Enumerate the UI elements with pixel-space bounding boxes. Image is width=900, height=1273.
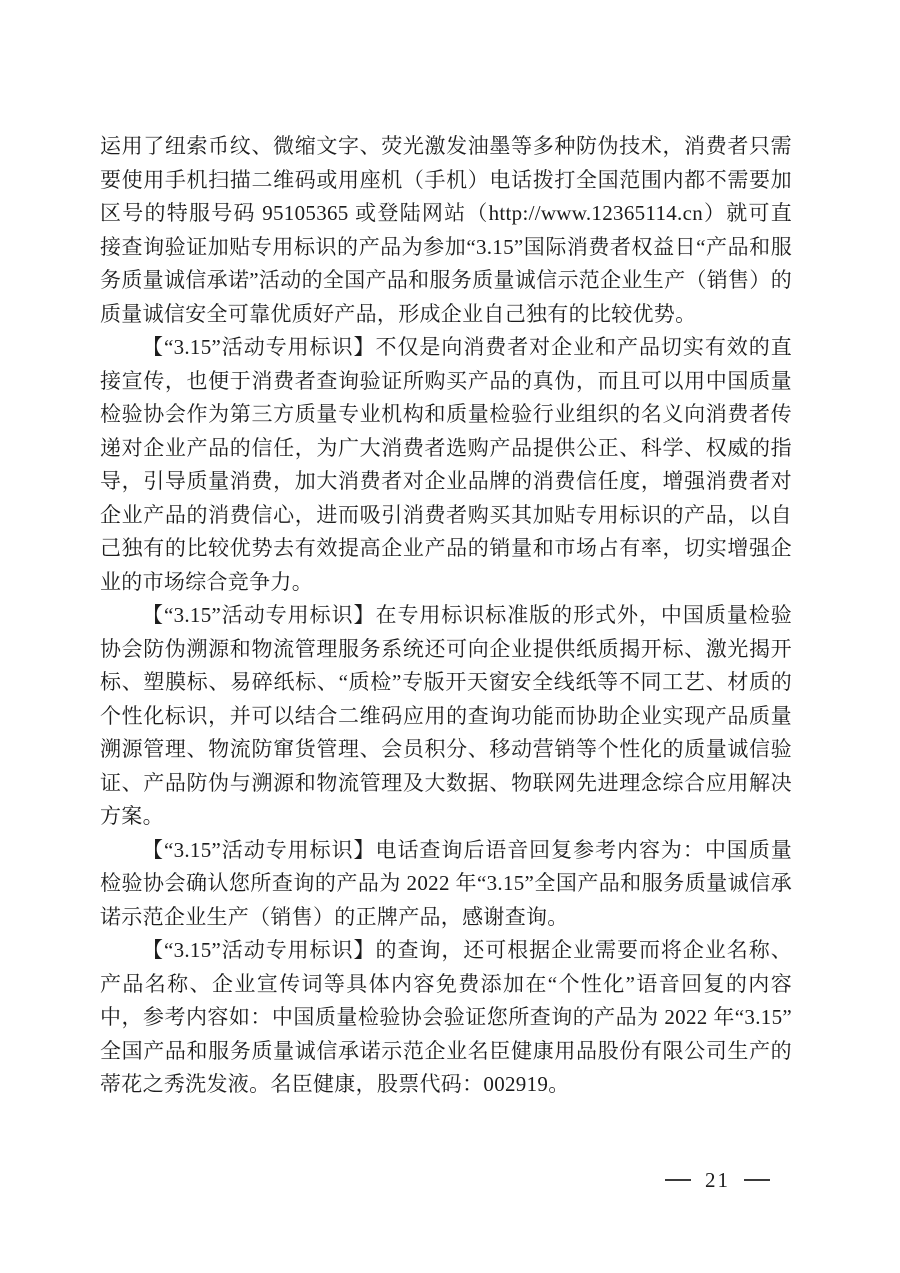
footer-dash-right <box>744 1179 770 1181</box>
paragraph: 【“3.15”活动专用标识】不仅是向消费者对企业和产品切实有效的直接宣传，也便于消费者查询验证所购买产品的真伪，而且可以用中国质量检验协会作为第三方质量专业机构和质量检验行业组织的名义向消费者传递对企业产品的信任，为广大消费者选购产品提供公正、科学、权威的指导，引导质量消费，加大消费者对企业品牌的消费信任度，增强消费者对企业产品的消费信心，进而吸引消费者购买其加贴专用标识的产品，以自己独有的比较优势去有效提高企业产品的销量和市场占有率，切实增强企业的市场综合竞争力。 <box>100 335 792 594</box>
paragraph: 【“3.15”活动专用标识】的查询，还可根据企业需要而将企业名称、产品名称、企业宣传词等具体内容免费添加在“个性化”语音回复的内容中，参考内容如：中国质量检验协会验证您所查询的产品为 2022 年“3.15”全国产品和服务质量诚信承诺示范企业名臣健康用品股份有限公司生产的蒂花之秀洗发液。名臣健康，股票代码：002919。 <box>100 938 792 1096</box>
footer-dash-left <box>665 1179 691 1181</box>
paragraph: 运用了纽索币纹、微缩文字、荧光激发油墨等多种防伪技术，消费者只需要使用手机扫描二维码或用座机（手机）电话拨打全国范围内都不需要加区号的特服号码 95105365 或登陆网站（http://www.12365114.cn）就可直接查询验证加贴专用标识的产品为参加“3.15”国际消费者权益日“产品和服务质量诚信承诺”活动的全国产品和服务质量诚信示范企业生产（销售）的质量诚信安全可靠优质好产品，形成企业自己独有的比较优势。 <box>100 134 792 326</box>
paragraph: 【“3.15”活动专用标识】在专用标识标准版的形式外，中国质量检验协会防伪溯源和物流管理服务系统还可向企业提供纸质揭开标、激光揭开标、塑膜标、易碎纸标、“质检”专版开天窗安全线纸等不同工艺、材质的个性化标识，并可以结合二维码应用的查询功能而协助企业实现产品质量溯源管理、物流防窜货管理、会员积分、移动营销等个性化的质量诚信验证、产品防伪与溯源和物流管理及大数据、物联网先进理念综合应用解决方案。 <box>100 603 792 828</box>
paragraph: 【“3.15”活动专用标识】电话查询后语音回复参考内容为：中国质量检验协会确认您所查询的产品为 2022 年“3.15”全国产品和服务质量诚信承诺示范企业生产（销售）的正牌产品，感谢查询。 <box>100 837 792 929</box>
page-body-text <box>100 130 792 1102</box>
page-footer <box>665 1168 770 1193</box>
page-number: 21 <box>705 1168 730 1192</box>
